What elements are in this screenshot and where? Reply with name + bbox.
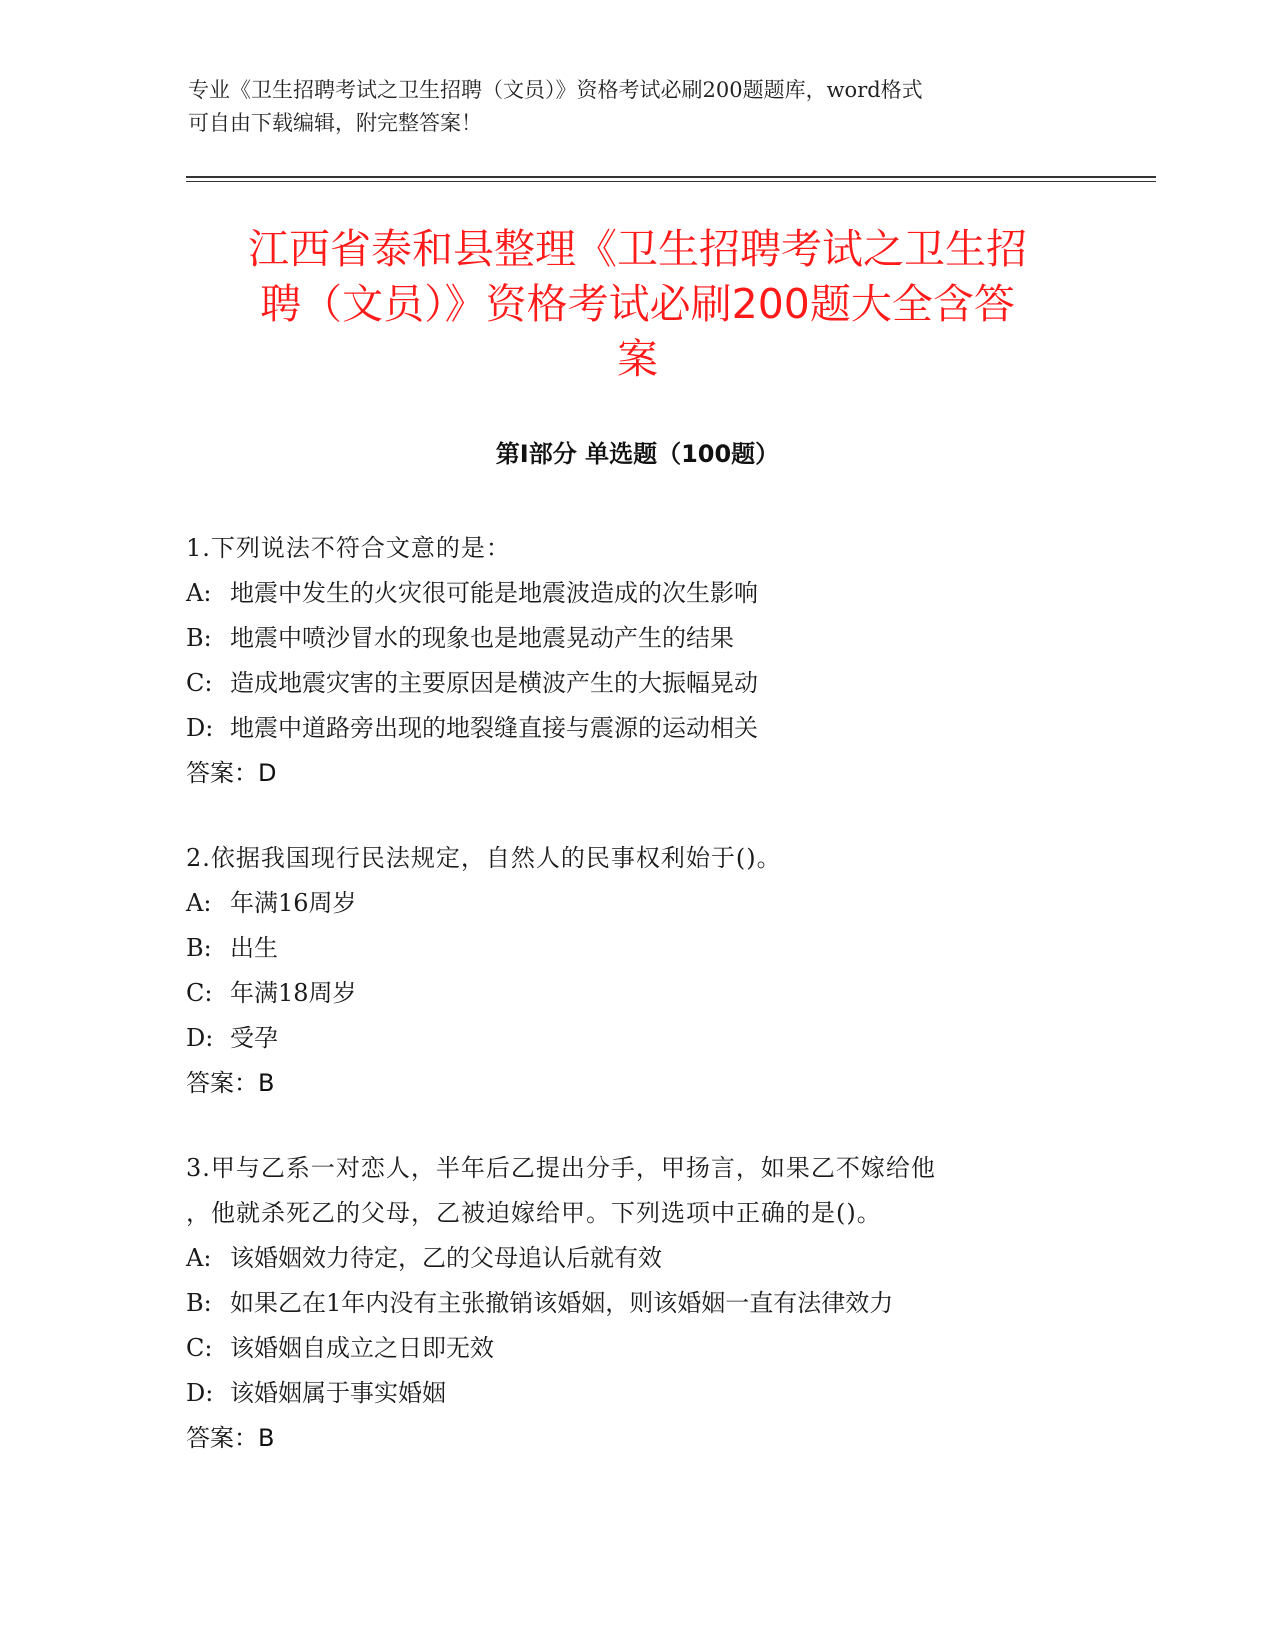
question-stem-line: 2.依据我国现行民法规定，自然人的民事权利始于()。 — [186, 844, 782, 872]
option-a — [186, 571, 1086, 616]
option-b — [186, 1281, 1086, 1326]
option-c — [186, 971, 1086, 1016]
header-divider-thin — [186, 181, 1156, 182]
option-letter: A: — [186, 889, 212, 917]
question-list — [186, 526, 1086, 1501]
option-b — [186, 926, 1086, 971]
answer-label: 答案：D — [186, 759, 277, 787]
option-letter: D: — [186, 1024, 214, 1052]
option-c — [186, 1326, 1086, 1371]
question-stem-line: 1.下列说法不符合文意的是： — [186, 534, 511, 562]
option-text: 该婚姻属于事实婚姻 — [230, 1379, 446, 1407]
question-stem-line: 3.甲与乙系一对恋人，半年后乙提出分手，甲扬言，如果乙不嫁给他 — [186, 1154, 936, 1182]
option-letter: C: — [186, 979, 213, 1007]
answer-label: 答案：B — [186, 1424, 275, 1452]
document-title-line-3: 案 — [617, 335, 658, 383]
option-text: 年满18周岁 — [230, 979, 357, 1007]
option-d — [186, 1016, 1086, 1061]
option-b — [186, 616, 1086, 661]
option-d — [186, 706, 1086, 751]
option-letter: B: — [186, 934, 212, 962]
document-title-line-2: 聘（文员）》资格考试必刷200题大全含答 — [260, 280, 1015, 328]
option-c — [186, 661, 1086, 706]
question-3 — [186, 1146, 1086, 1461]
option-letter: A: — [186, 579, 212, 607]
option-letter: B: — [186, 1289, 212, 1317]
question-2 — [186, 836, 1086, 1106]
header-divider-thick — [186, 176, 1156, 178]
option-text: 地震中道路旁出现的地裂缝直接与震源的运动相关 — [230, 714, 758, 742]
header-note-line-1: 专业《卫生招聘考试之卫生招聘（文员）》资格考试必刷200题题库，word格式 — [188, 78, 923, 102]
option-text: 地震中喷沙冒水的现象也是地震晃动产生的结果 — [230, 624, 734, 652]
document-title — [180, 222, 1095, 387]
option-a — [186, 1236, 1086, 1281]
option-letter: C: — [186, 1334, 213, 1362]
option-text: 造成地震灾害的主要原因是横波产生的大振幅晃动 — [230, 669, 758, 697]
option-a — [186, 881, 1086, 926]
question-stem — [186, 526, 1086, 571]
option-text: 该婚姻效力待定，乙的父母追认后就有效 — [230, 1244, 662, 1272]
option-text: 如果乙在1年内没有主张撤销该婚姻，则该婚姻一直有法律效力 — [230, 1289, 894, 1317]
option-letter: A: — [186, 1244, 212, 1272]
option-letter: D: — [186, 1379, 214, 1407]
question-stem — [186, 1146, 1086, 1236]
question-stem — [186, 836, 1086, 881]
option-text: 受孕 — [230, 1024, 278, 1052]
document-title-line-1: 江西省泰和县整理《卫生招聘考试之卫生招 — [248, 225, 1027, 273]
header-note — [188, 74, 1068, 140]
option-text: 该婚姻自成立之日即无效 — [230, 1334, 494, 1362]
question-1 — [186, 526, 1086, 796]
header-note-line-2: 可自由下载编辑，附完整答案！ — [188, 111, 482, 135]
section-title: 第I部分 单选题（100题） — [495, 440, 780, 468]
answer-label: 答案：B — [186, 1069, 275, 1097]
option-text: 年满16周岁 — [230, 889, 357, 917]
option-letter: D: — [186, 714, 214, 742]
option-d — [186, 1371, 1086, 1416]
option-text: 地震中发生的火灾很可能是地震波造成的次生影响 — [230, 579, 758, 607]
option-letter: B: — [186, 624, 212, 652]
option-letter: C: — [186, 669, 213, 697]
option-text: 出生 — [230, 934, 278, 962]
question-stem-line: ，他就杀死乙的父母，乙被迫嫁给甲。下列选项中正确的是()。 — [186, 1199, 882, 1227]
